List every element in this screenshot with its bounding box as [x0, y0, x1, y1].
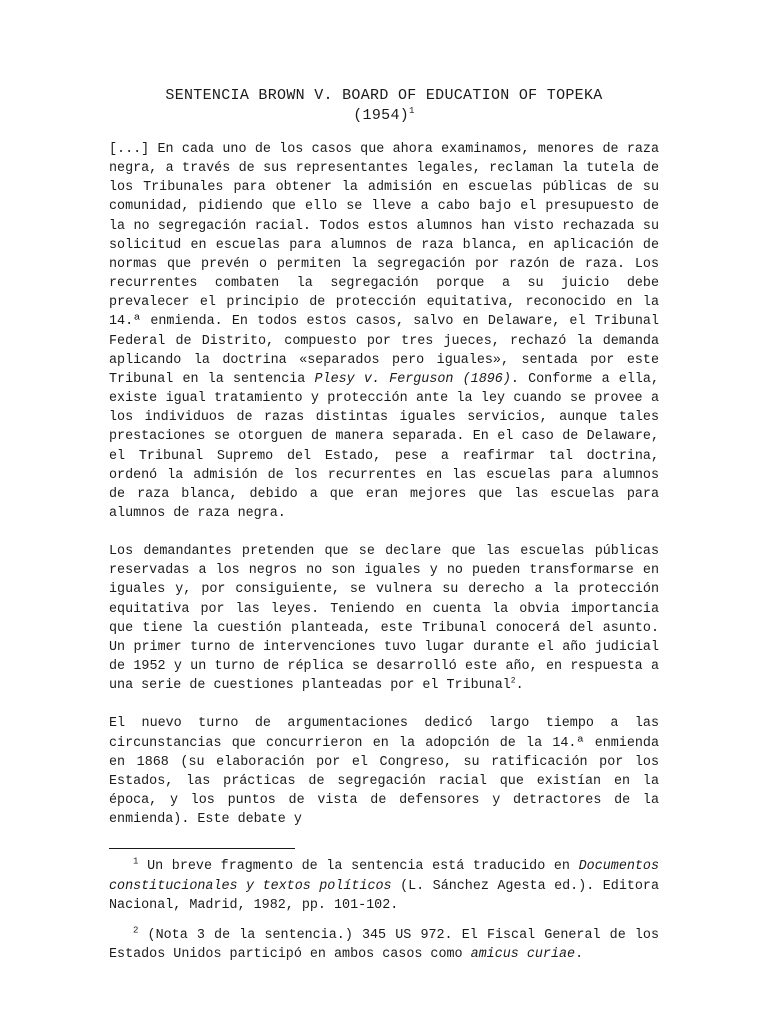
title-footnote-mark: 1 [409, 106, 415, 116]
italic-text: Documentos constitucionales y textos políticos [109, 859, 659, 894]
paragraph [109, 140, 659, 523]
text-segment: (L. Sánchez Agesta ed.). Editora Nacional, Madrid, 1982, pp. 101-102. [109, 878, 659, 914]
footnote-number: 2 [133, 925, 139, 936]
footnote-separator [109, 848, 295, 849]
document-body [109, 86, 659, 975]
text-segment: . [515, 678, 524, 694]
document-title [109, 86, 659, 126]
body-text [109, 140, 659, 829]
italic-text: Plesy v. Ferguson (1896) [314, 371, 511, 387]
paragraph [109, 542, 659, 695]
footnote [109, 857, 659, 916]
italic-text: amicus curiae [470, 947, 576, 963]
text-segment: Un breve fragmento de la sentencia está traducido en [138, 859, 579, 875]
footnote [109, 926, 659, 965]
text-segment: Los demandantes pretenden que se declare que las escuelas públicas reservadas a los negros no son iguales y no pueden transformarse en iguales y, por consiguiente, se vulnera su derecho a la protección equitativa por las leyes. Teniendo en cuenta la obvia importancia que tiene la cuestión planteada, este Tribunal conocerá del asunto. Un primer turno de intervenciones tuvo lugar durante el año judicial de 1952 y un turno de réplica se desarrolló este año, en respuesta a una serie de cuestiones planteadas por el Tribunal [109, 544, 659, 694]
text-segment: [...] En cada uno de los casos que ahora examinamos, menores de raza negra, a través de sus representantes legales, reclaman la tutela de los Tribunales para obtener la admisión en escuelas públicas de su comunidad, pidiendo que ello se lleve a cabo bajo el presupuesto de la no segregación racial. Todos estos alumnos han visto rechazada su solicitud en escuelas para alumnos de raza blanca, en aplicación de normas que prevén o permiten la segregación por razón de raza. Los recurrentes combaten la segregación porque a su juicio debe prevalecer el principio de protección equitativa, reconocido en la 14.ª enmienda. En todos estos casos, salvo en Delaware, el Tribunal Federal de Distrito, compuesto por tres jueces, rechazó la demanda aplicando la doctrina «separados pero iguales», sentada por este Tribunal en la sentencia [109, 142, 659, 387]
text-segment: (Nota 3 de la sentencia.) 345 US 972. El Fiscal General de los Estados Unidos participó en ambos casos como [109, 927, 659, 963]
footnotes [109, 857, 659, 965]
footnote-reference: 2 [510, 676, 516, 686]
title-line-1: SENTENCIA BROWN V. BOARD OF EDUCATION OF TOPEKA [165, 87, 603, 104]
title-line-2: (1954) [353, 107, 410, 124]
paragraph [109, 714, 659, 829]
footnote-number: 1 [133, 856, 139, 867]
text-segment: . Conforme a ella, existe igual tratamiento y protección ante la ley cuando se provee a los individuos de razas distintas iguales servicios, aunque tales prestaciones se otorguen de manera separada. En el caso de Delaware, el Tribunal Supremo del Estado, pese a reafirmar tal doctrina, ordenó la admisión de los recurrentes en las escuelas para alumnos de raza blanca, debido a que eran mejores que las escuelas para alumnos de raza negra. [109, 371, 659, 521]
text-segment: . [575, 947, 584, 963]
text-segment: El nuevo turno de argumentaciones dedicó largo tiempo a las circunstancias que concurrieron en la adopción de la 14.ª enmienda en 1868 (su elaboración por el Congreso, su ratificación por los Estados, las prácticas de segregación racial que existían en la época, y los puntos de vista de defensores y detractores de la enmienda). Este debate y [109, 716, 659, 828]
